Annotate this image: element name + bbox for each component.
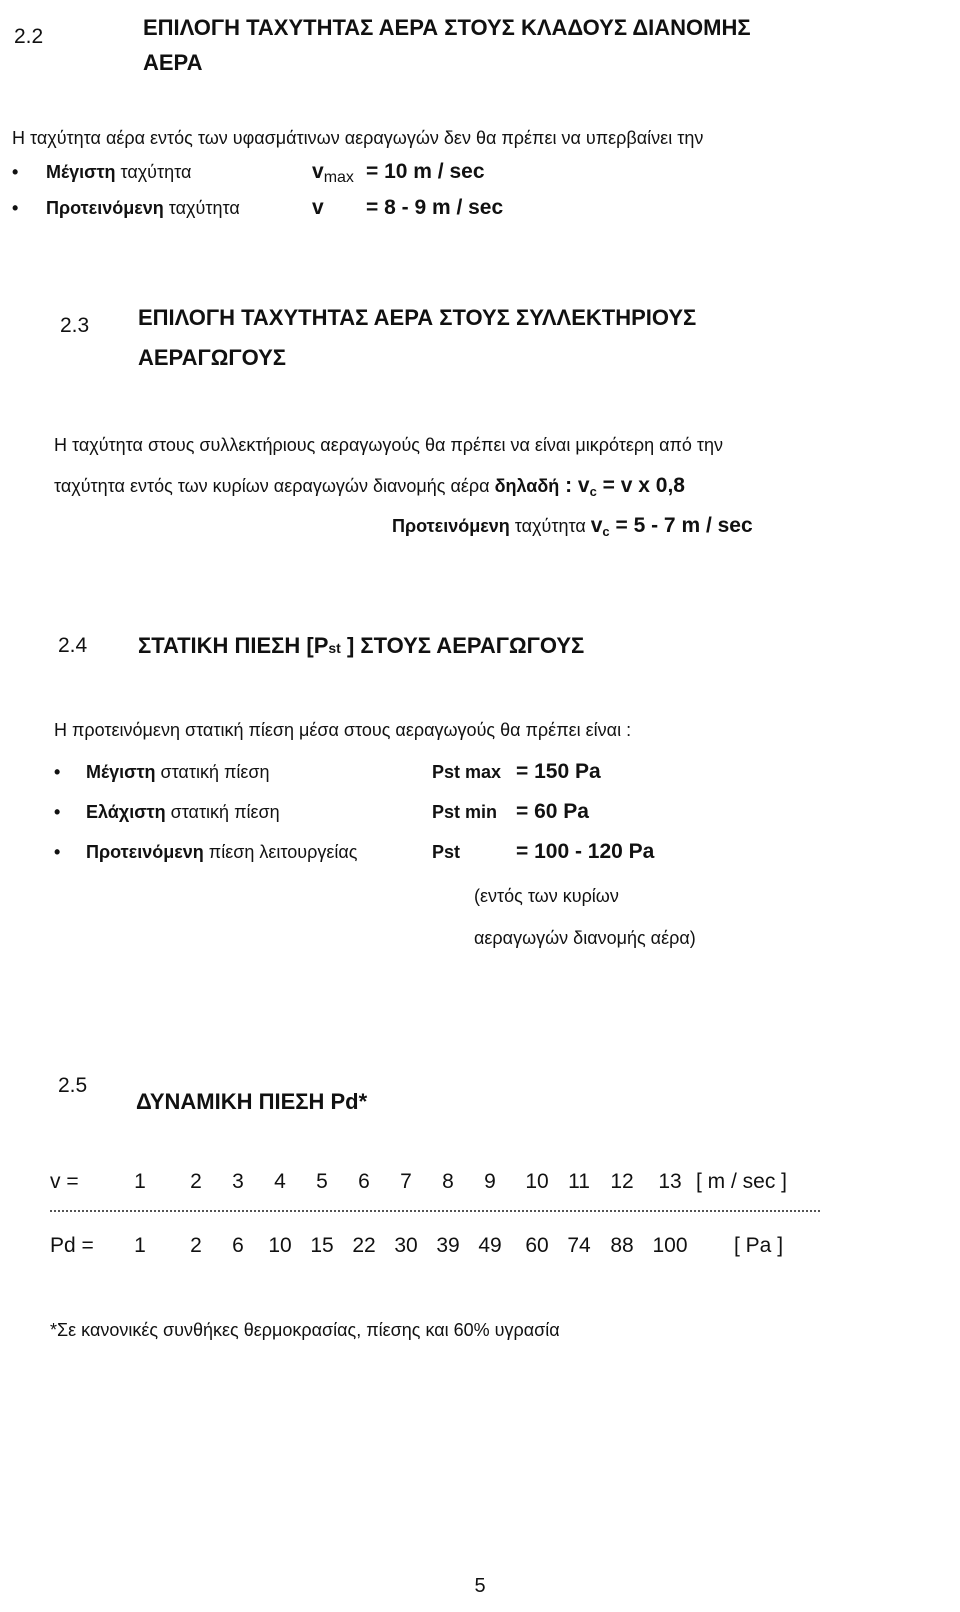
footnote: *Σε κανονικές συνθήκες θερμοκρασίας, πίεσης και 60% υγρασία [50, 1320, 560, 1340]
item-max-velocity-symbol: $v_{max}$ [312, 160, 354, 186]
item-operating-pressure-symbol: Pst [432, 842, 461, 862]
velocity-value-cell: 3 [232, 1170, 244, 1193]
section-2-3-number: 2.3 [60, 314, 90, 337]
section-2-5-number: 2.5 [58, 1074, 88, 1097]
pressure-value-cell: 39 [436, 1234, 460, 1257]
item-operating-pressure-label: Προτεινόμενη πίεση λειτουργείας [86, 842, 358, 862]
pressure-value-cell: 22 [352, 1234, 376, 1257]
pressure-value-cell: 49 [478, 1234, 502, 1257]
section-2-3-line2: ταχύτητα εντός των κυρίων αεραγωγών διανομής αέρα δηλαδή : $v_c = v$ x 0,8 [54, 474, 685, 499]
pressure-value-cell: 100 [652, 1234, 688, 1257]
item-max-velocity-label: Μέγιστη ταχύτητα [46, 162, 192, 182]
section-2-4-title: ΣΤΑΤΙΚΗ ΠΙΕΣΗ [Pst ] ΣΤΟΥΣ ΑΕΡΑΓΩΓΟΥΣ [138, 633, 585, 658]
pressure-value-cell: 10 [268, 1234, 292, 1257]
velocity-value-cell: 6 [358, 1170, 370, 1193]
bullet: • [54, 842, 61, 862]
section-2-4-intro: Η προτεινόμενη στατική πίεση μέσα στους αεραγωγούς θα πρέπει είναι : [54, 720, 632, 740]
table-divider [50, 1210, 820, 1212]
velocity-value-cell: 13 [658, 1170, 682, 1193]
pressure-value-cell: 60 [525, 1234, 549, 1257]
section-2-4-note-line2: αεραγωγών διανομής αέρα) [474, 928, 696, 948]
section-2-5-title: ΔΥΝΑΜΙΚΗ ΠΙΕΣΗ Pd* [136, 1089, 368, 1114]
velocity-row-unit: [ m / sec ] [696, 1170, 788, 1193]
pressure-value-cell: 74 [567, 1234, 591, 1257]
item-min-static-label: Ελάχιστη στατική πίεση [86, 802, 280, 822]
item-min-static-symbol: Pst min [432, 802, 498, 822]
bullet: • [12, 198, 19, 218]
velocity-value-cell: 1 [134, 1170, 146, 1193]
section-2-3-line1: Η ταχύτητα στους συλλεκτήριους αεραγωγούς θα πρέπει να είναι μικρότερη από την [54, 435, 724, 455]
pressure-value-cell: 6 [232, 1234, 244, 1257]
item-max-velocity-value: = 10 m / sec [366, 160, 485, 183]
item-min-static-value: = 60 Pa [516, 800, 589, 823]
section-2-3-recommended: Προτεινόμενη ταχύτητα $v_c = 5 - 7$ m / sec [392, 514, 753, 539]
velocity-value-cell: 2 [190, 1170, 202, 1193]
pressure-value-cell: 15 [310, 1234, 334, 1257]
section-2-2-intro: Η ταχύτητα αέρα εντός των υφασμάτινων αεραγωγών δεν θα πρέπει να υπερβαίνει την [12, 128, 704, 148]
item-recommended-velocity-label: Προτεινόμενη ταχύτητα [46, 198, 240, 218]
item-recommended-velocity-value: = 8 - 9 m / sec [366, 196, 504, 219]
bullet: • [54, 802, 61, 822]
pressure-row-label: Pd = [50, 1234, 94, 1257]
page-number: 5 [474, 1575, 486, 1597]
velocity-value-cell: 11 [568, 1170, 590, 1193]
section-2-3-title-line2: ΑΕΡΑΓΩΓΟΥΣ [138, 345, 286, 370]
pressure-value-cell: 88 [610, 1234, 634, 1257]
velocity-value-cell: 5 [316, 1170, 328, 1193]
velocity-value-cell: 12 [610, 1170, 634, 1193]
item-max-static-label: Μέγιστη στατική πίεση [86, 762, 270, 782]
section-2-2-title-line1: ΕΠΙΛΟΓΗ ΤΑΧΥΤΗΤΑΣ ΑΕΡΑ ΣΤΟΥΣ ΚΛΑΔΟΥΣ ΔΙΑΝΟΜΗΣ [143, 15, 751, 40]
bullet: • [12, 162, 19, 182]
velocity-value-cell: 9 [484, 1170, 496, 1193]
velocity-value-cell: 4 [274, 1170, 286, 1193]
section-2-4-number: 2.4 [58, 634, 88, 657]
pressure-value-cell: 1 [134, 1234, 146, 1257]
velocity-row-label: v = [50, 1170, 79, 1193]
section-2-2-number: 2.2 [14, 25, 44, 48]
section-2-2-title-line2: ΑΕΡΑ [143, 50, 203, 75]
velocity-value-cell: 7 [400, 1170, 412, 1193]
pressure-value-cell: 2 [190, 1234, 202, 1257]
item-max-static-value: = 150 Pa [516, 760, 601, 783]
section-2-3-title-line1: ΕΠΙΛΟΓΗ ΤΑΧΥΤΗΤΑΣ ΑΕΡΑ ΣΤΟΥΣ ΣΥΛΛΕΚΤΗΡΙΟΥΣ [138, 305, 697, 330]
item-operating-pressure-value: = 100 - 120 Pa [516, 840, 655, 863]
velocity-value-cell: 8 [442, 1170, 454, 1193]
velocity-value-cell: 10 [525, 1170, 549, 1193]
pressure-value-cell: 30 [394, 1234, 418, 1257]
bullet: • [54, 762, 61, 782]
pressure-row-unit: [ Pa ] [734, 1234, 784, 1257]
section-2-4-note-line1: (εντός των κυρίων [474, 886, 619, 906]
item-max-static-symbol: Pst max [432, 762, 502, 782]
item-recommended-velocity-symbol: v [312, 196, 324, 219]
